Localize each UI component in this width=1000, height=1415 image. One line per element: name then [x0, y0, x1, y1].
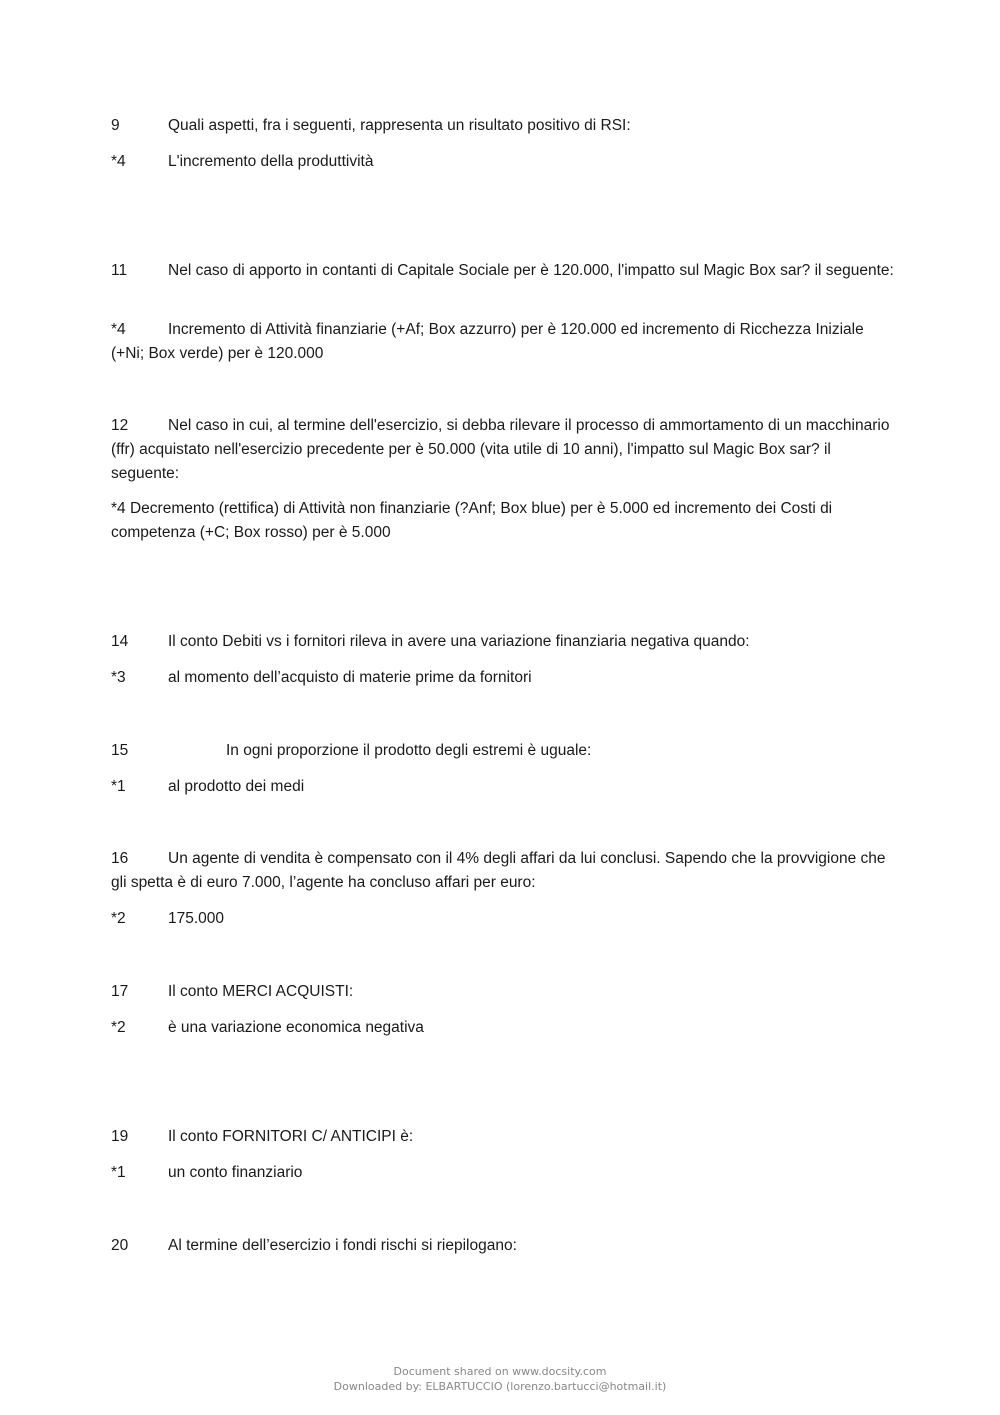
answer-number: *3	[111, 669, 126, 686]
question-text: Il conto Debiti vs i fornitori rileva in avere una variazione finanziaria negativa quando:	[168, 633, 750, 650]
answer-text: un conto finanziario	[168, 1164, 303, 1181]
question-text: Nel caso di apporto in contanti di Capitale Sociale per è 120.000, l'impatto sul Magic Box sar? il seguente:	[168, 262, 894, 279]
question-text: Un agente di vendita è compensato con il 4% degli affari da lui conclusi. Sapendo che la provvigione che gli spetta è di euro 7.000, l’agente ha concluso affari per euro:	[111, 850, 886, 891]
answer-17	[111, 1016, 901, 1040]
footer-downloaded: Downloaded by: ELBARTUCCIO (lorenzo.bartucci@hotmail.it)	[333, 1380, 667, 1393]
question-20	[111, 1234, 901, 1258]
question-text: Quali aspetti, fra i seguenti, rappresenta un risultato positivo di RSI:	[168, 117, 631, 134]
answer-number: *4	[111, 321, 126, 338]
question-text: Al termine dell’esercizio i fondi rischi si riepilogano:	[168, 1237, 517, 1254]
answer-16	[111, 907, 901, 931]
question-9	[111, 114, 901, 138]
answer-number: *4	[111, 153, 126, 170]
question-number: 17	[111, 983, 129, 1000]
answer-text: al momento dell’acquisto di materie prime da fornitori	[168, 669, 532, 686]
answer-text: Incremento di Attività finanziarie (+Af; Box azzurro) per è 120.000 ed incremento di Ricchezza Iniziale (+Ni; Box verde) per è 120.000	[111, 321, 864, 362]
question-number: 19	[111, 1128, 129, 1145]
question-number: 15	[111, 742, 129, 759]
answer-number: *1	[111, 1164, 126, 1181]
question-text: Nel caso in cui, al termine dell'esercizio, si debba rilevare il processo di ammortamento di un macchinario (ffr) acquistato nell'esercizio precedente per è 50.000 (vita utile di 10 anni), l'impatto sul Magic Box sar? il seguente:	[111, 417, 890, 482]
answer-number: *1	[111, 778, 126, 795]
question-number: 16	[111, 850, 129, 867]
answer-12	[111, 497, 901, 545]
answer-text: Decremento (rettifica) di Attività non finanziarie (?Anf; Box blue) per è 5.000 ed incremento dei Costi di competenza (+C; Box rosso) per è 5.000	[111, 500, 833, 541]
question-14	[111, 630, 901, 654]
answer-9	[111, 150, 901, 174]
question-number: 14	[111, 633, 129, 650]
answer-19	[111, 1161, 901, 1185]
answer-text: al prodotto dei medi	[168, 778, 305, 795]
answer-number: *2	[111, 1019, 126, 1036]
answer-number: *4	[111, 500, 126, 517]
question-15	[111, 739, 901, 763]
answer-text: L'incremento della produttività	[168, 153, 374, 170]
question-text: Il conto FORNITORI C/ ANTICIPI è:	[168, 1128, 414, 1145]
question-number: 11	[111, 262, 128, 279]
question-number: 9	[111, 117, 120, 134]
question-number: 20	[111, 1237, 129, 1254]
question-17	[111, 980, 901, 1004]
answer-number: *2	[111, 910, 126, 927]
question-12	[111, 414, 901, 486]
answer-text: è una variazione economica negativa	[168, 1019, 424, 1036]
question-19	[111, 1125, 901, 1149]
answer-text: 175.000	[168, 910, 225, 927]
question-text: Il conto MERCI ACQUISTI:	[168, 983, 354, 1000]
answer-15	[111, 775, 901, 799]
question-number: 12	[111, 417, 129, 434]
question-text: In ogni proporzione il prodotto degli estremi è uguale:	[226, 742, 592, 759]
answer-11	[111, 318, 901, 366]
footer-shared: Document shared on www.docsity.com	[393, 1365, 607, 1378]
question-11	[111, 259, 901, 283]
answer-14	[111, 666, 901, 690]
question-16	[111, 847, 901, 895]
